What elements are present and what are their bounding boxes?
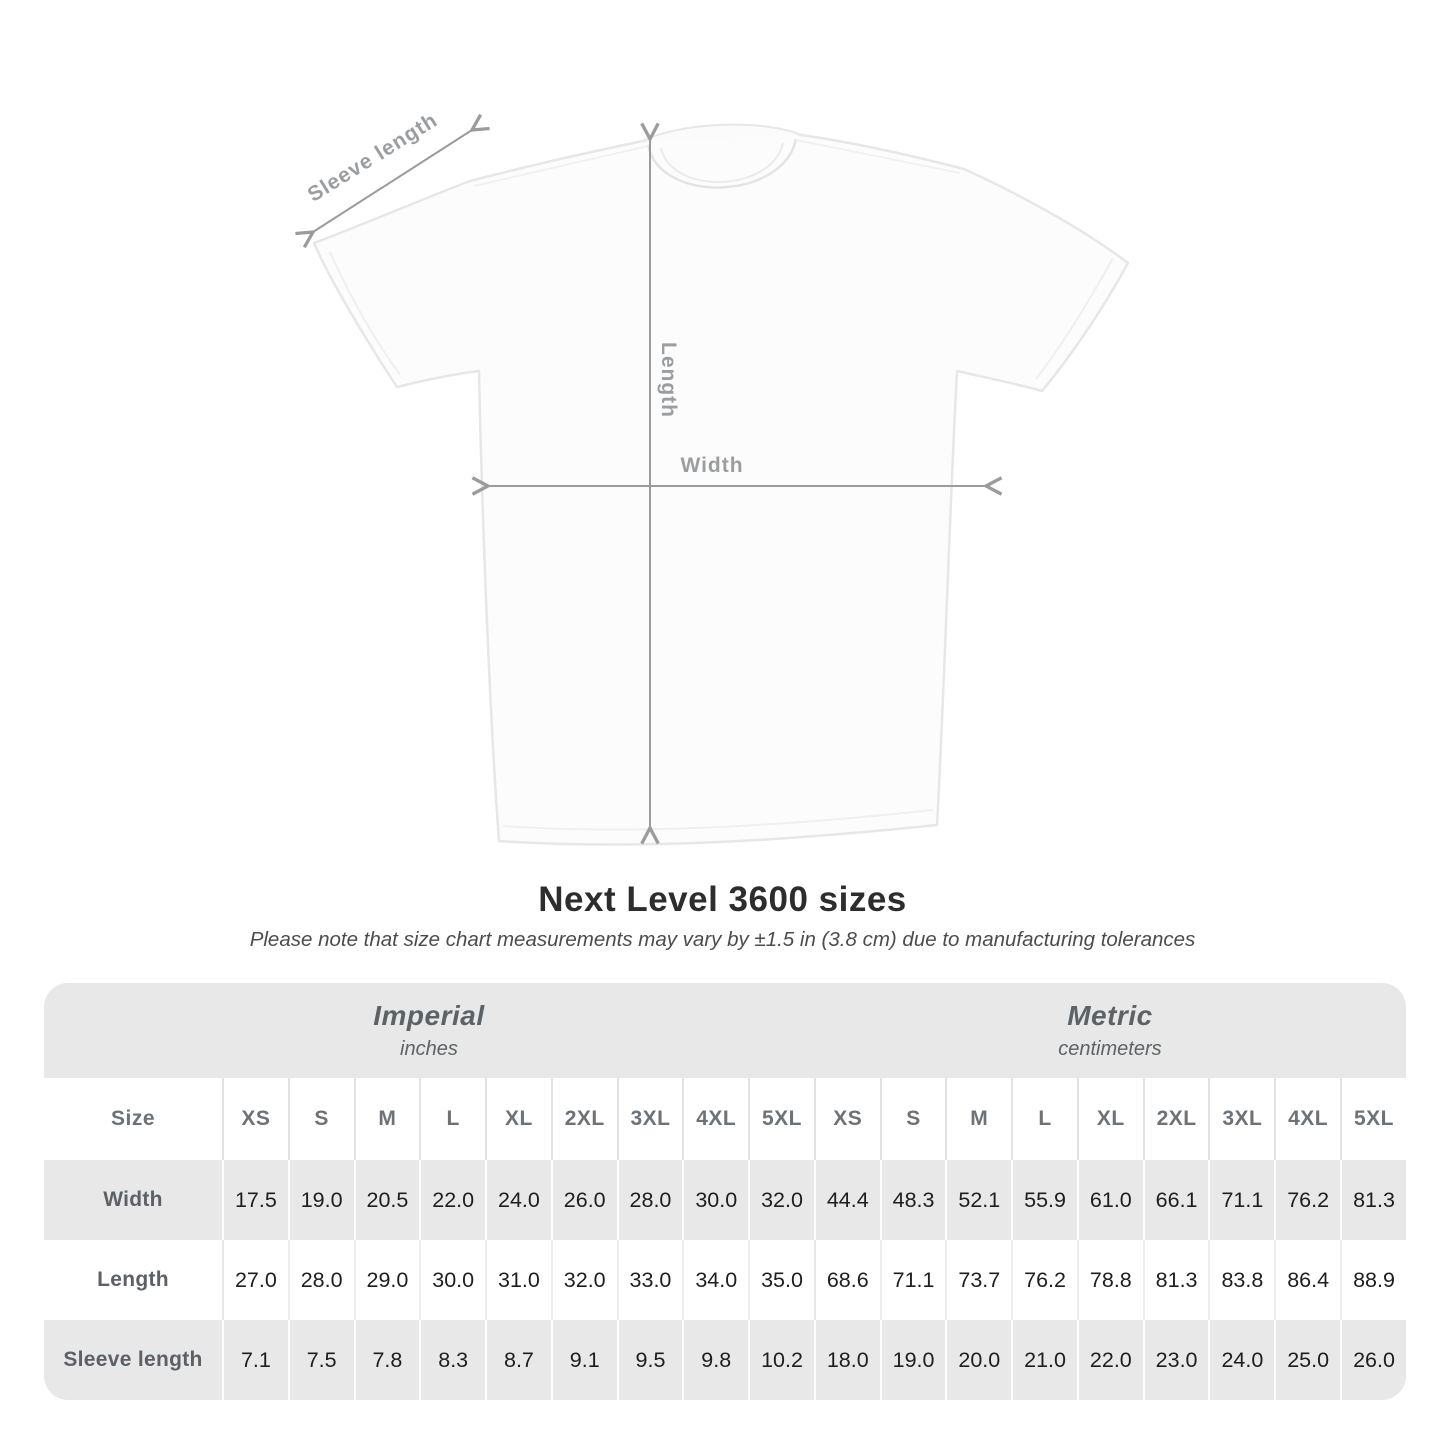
size-col-imperial-2xl: 2XL bbox=[551, 1078, 617, 1160]
cell-width-metric-4xl: 76.2 bbox=[1274, 1160, 1340, 1240]
cell-sleeve-length-imperial-xs: 7.1 bbox=[222, 1320, 288, 1400]
metric-title: Metric bbox=[1067, 1000, 1153, 1031]
width-label: Width bbox=[680, 454, 744, 477]
row-label: Length bbox=[97, 1268, 169, 1291]
cell-sleeve-length-metric-l: 21.0 bbox=[1011, 1320, 1077, 1400]
size-col-metric-4xl: 4XL bbox=[1274, 1078, 1340, 1160]
cell-sleeve-length-imperial-xl: 8.7 bbox=[485, 1320, 551, 1400]
cell-sleeve-length-metric-3xl: 24.0 bbox=[1208, 1320, 1274, 1400]
cell-sleeve-length-imperial-2xl: 9.1 bbox=[551, 1320, 617, 1400]
cell-sleeve-length-imperial-l: 8.3 bbox=[419, 1320, 485, 1400]
cell-width-metric-5xl: 81.3 bbox=[1340, 1160, 1406, 1240]
size-col-metric-3xl: 3XL bbox=[1208, 1078, 1274, 1160]
cell-width-imperial-3xl: 28.0 bbox=[617, 1160, 683, 1240]
metric-header bbox=[814, 983, 1406, 1078]
size-col-metric-5xl: 5XL bbox=[1340, 1078, 1406, 1160]
cell-length-imperial-xl: 31.0 bbox=[485, 1240, 551, 1320]
table-row-width bbox=[44, 1160, 1406, 1240]
cell-length-metric-xl: 78.8 bbox=[1077, 1240, 1143, 1320]
cell-length-metric-l: 76.2 bbox=[1011, 1240, 1077, 1320]
cell-sleeve-length-imperial-m: 7.8 bbox=[354, 1320, 420, 1400]
size-table bbox=[44, 983, 1406, 1400]
size-col-metric-m: M bbox=[945, 1078, 1011, 1160]
cell-width-metric-s: 48.3 bbox=[880, 1160, 946, 1240]
cell-length-imperial-m: 29.0 bbox=[354, 1240, 420, 1320]
cell-length-metric-5xl: 88.9 bbox=[1340, 1240, 1406, 1320]
cell-width-imperial-m: 20.5 bbox=[354, 1160, 420, 1240]
cell-length-metric-s: 71.1 bbox=[880, 1240, 946, 1320]
unit-header-row bbox=[44, 983, 1406, 1078]
cell-sleeve-length-imperial-4xl: 9.8 bbox=[682, 1320, 748, 1400]
cell-width-metric-2xl: 66.1 bbox=[1143, 1160, 1209, 1240]
cell-sleeve-length-metric-xs: 18.0 bbox=[814, 1320, 880, 1400]
cell-length-imperial-s: 28.0 bbox=[288, 1240, 354, 1320]
cell-width-imperial-xs: 17.5 bbox=[222, 1160, 288, 1240]
cell-length-imperial-xs: 27.0 bbox=[222, 1240, 288, 1320]
cell-sleeve-length-imperial-3xl: 9.5 bbox=[617, 1320, 683, 1400]
size-col-metric-l: L bbox=[1011, 1078, 1077, 1160]
cell-width-imperial-4xl: 30.0 bbox=[682, 1160, 748, 1240]
cell-sleeve-length-metric-m: 20.0 bbox=[945, 1320, 1011, 1400]
cell-width-imperial-5xl: 32.0 bbox=[748, 1160, 814, 1240]
size-col-metric-xl: XL bbox=[1077, 1078, 1143, 1160]
cell-sleeve-length-imperial-5xl: 10.2 bbox=[748, 1320, 814, 1400]
cell-sleeve-length-metric-2xl: 23.0 bbox=[1143, 1320, 1209, 1400]
size-column-label: Size bbox=[44, 1078, 222, 1160]
cell-width-imperial-xl: 24.0 bbox=[485, 1160, 551, 1240]
cell-length-imperial-5xl: 35.0 bbox=[748, 1240, 814, 1320]
cell-length-imperial-2xl: 32.0 bbox=[551, 1240, 617, 1320]
metric-unit: centimeters bbox=[1058, 1038, 1162, 1060]
cell-width-metric-l: 55.9 bbox=[1011, 1160, 1077, 1240]
cell-width-metric-3xl: 71.1 bbox=[1208, 1160, 1274, 1240]
cell-width-imperial-l: 22.0 bbox=[419, 1160, 485, 1240]
imperial-header bbox=[44, 983, 814, 1078]
size-header-row bbox=[44, 1078, 1406, 1160]
cell-width-imperial-s: 19.0 bbox=[288, 1160, 354, 1240]
cell-sleeve-length-metric-5xl: 26.0 bbox=[1340, 1320, 1406, 1400]
size-col-metric-xs: XS bbox=[814, 1078, 880, 1160]
cell-length-imperial-3xl: 33.0 bbox=[617, 1240, 683, 1320]
cell-width-metric-xs: 44.4 bbox=[814, 1160, 880, 1240]
cell-length-metric-2xl: 81.3 bbox=[1143, 1240, 1209, 1320]
size-col-imperial-xl: XL bbox=[485, 1078, 551, 1160]
sleeve-length-label: Sleeve length bbox=[303, 108, 442, 207]
cell-sleeve-length-metric-4xl: 25.0 bbox=[1274, 1320, 1340, 1400]
cell-length-metric-xs: 68.6 bbox=[814, 1240, 880, 1320]
cell-length-imperial-4xl: 34.0 bbox=[682, 1240, 748, 1320]
size-col-imperial-5xl: 5XL bbox=[748, 1078, 814, 1160]
cell-length-imperial-l: 30.0 bbox=[419, 1240, 485, 1320]
cell-sleeve-length-metric-xl: 22.0 bbox=[1077, 1320, 1143, 1400]
imperial-title: Imperial bbox=[373, 1000, 485, 1031]
imperial-unit: inches bbox=[400, 1038, 458, 1060]
table-row-length bbox=[44, 1240, 1406, 1320]
size-col-imperial-m: M bbox=[354, 1078, 420, 1160]
cell-sleeve-length-metric-s: 19.0 bbox=[880, 1320, 946, 1400]
row-label: Sleeve length bbox=[44, 1320, 222, 1400]
cell-length-metric-m: 73.7 bbox=[945, 1240, 1011, 1320]
cell-width-metric-m: 52.1 bbox=[945, 1160, 1011, 1240]
page-title: Next Level 3600 sizes bbox=[538, 880, 907, 919]
size-col-imperial-l: L bbox=[419, 1078, 485, 1160]
row-label: Width bbox=[44, 1160, 222, 1240]
tshirt-shape-icon bbox=[314, 125, 1128, 845]
cell-length-metric-4xl: 86.4 bbox=[1274, 1240, 1340, 1320]
length-label: Length bbox=[657, 342, 680, 418]
cell-sleeve-length-imperial-s: 7.5 bbox=[288, 1320, 354, 1400]
cell-width-metric-xl: 61.0 bbox=[1077, 1160, 1143, 1240]
cell-length-metric-3xl: 83.8 bbox=[1208, 1240, 1274, 1320]
size-col-imperial-3xl: 3XL bbox=[617, 1078, 683, 1160]
size-col-metric-2xl: 2XL bbox=[1143, 1078, 1209, 1160]
table-row-sleeve-length bbox=[44, 1320, 1406, 1400]
tolerance-note: Please note that size chart measurements may vary by ±1.5 in (3.8 cm) due to manufacturing tolerances bbox=[249, 928, 1196, 951]
size-col-imperial-s: S bbox=[288, 1078, 354, 1160]
size-col-metric-s: S bbox=[880, 1078, 946, 1160]
size-col-imperial-xs: XS bbox=[222, 1078, 288, 1160]
size-col-imperial-4xl: 4XL bbox=[682, 1078, 748, 1160]
cell-width-imperial-2xl: 26.0 bbox=[551, 1160, 617, 1240]
